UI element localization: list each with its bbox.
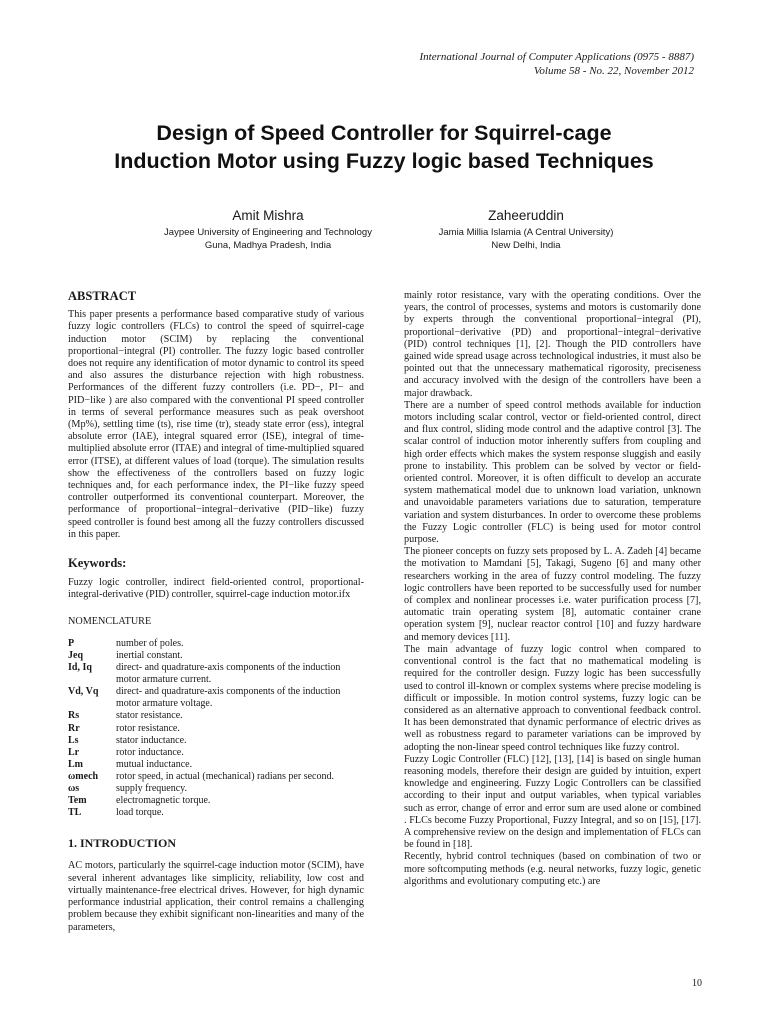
nomenclature-row xyxy=(68,807,364,819)
nomenclature-definition: stator inductance. xyxy=(116,734,187,746)
nomenclature-symbol: P xyxy=(68,637,75,649)
author-name: Amit Mishra xyxy=(232,208,304,223)
keywords-heading: Keywords: xyxy=(68,556,127,571)
title-line-1: Design of Speed Controller for Squirrel-cage xyxy=(156,121,612,145)
right-column xyxy=(404,290,701,888)
nomenclature-definition: stator resistance. xyxy=(116,710,183,722)
nomenclature-symbol: Tem xyxy=(68,795,87,807)
abstract-text: This paper presents a performance based comparative study of various fuzzy logic controllers (FLCs) to control the speed of squirrel-cage induction motor (SCIM) by replacing the conventional proportional−integral (PI) controller. The fuzzy logic based controller does not require any identification of motor dynamic to control its speed and also assures the disturbance rejection with high robustness. Performances of the different fuzzy controllers (i.e. PD−, PI− and PID−like ) are also compared with the conventional PI speed controller in terms of several performance measures such as peak overshoot (Mp%), settling time (ts), rise time (tr), steady state error (ess), integral absolute error (IAE), integral squared error (ISE), integral of time-multiplied absolute error (ITAE) and integral of time-multiplied squared error (ITSE), at different values of load (torque). The simulation results show the effectiveness of the controllers based on fuzzy logic techniques and, for each performance index, the PI−like fuzzy speed controller outperformed its conventional counterpart. Moreover, the performance of proportional−integral−derivative (PID−like) fuzzy speed controller is found best among all the fuzzy controllers discussed in this paper. xyxy=(68,309,364,540)
left-column xyxy=(68,290,364,934)
nomenclature-symbol: Rs xyxy=(68,710,80,722)
author-name: Zaheeruddin xyxy=(488,208,564,223)
nomenclature-symbol: ωs xyxy=(68,783,80,794)
author-location: New Delhi, India xyxy=(491,240,561,251)
nomenclature-definition: direct- and quadrature-axis components of the induction motor armature voltage. xyxy=(116,686,341,710)
nomenclature-symbol: Rr xyxy=(68,722,80,734)
nomenclature-row xyxy=(68,759,364,771)
author-location: Guna, Madhya Pradesh, India xyxy=(204,240,332,251)
paper-title xyxy=(40,119,728,175)
nomenclature-definition: load torque. xyxy=(116,807,164,819)
journal-volume: Volume 58 - No. 22, November 2012 xyxy=(533,65,694,77)
author-affiliation: Jamia Millia Islamia (A Central University) xyxy=(438,227,614,238)
nomenclature-definition: electromagnetic torque. xyxy=(116,795,211,807)
author-block-1 xyxy=(118,207,418,252)
author-affiliation: Jaypee University of Engineering and Technology xyxy=(164,227,372,238)
abstract-heading: ABSTRACT xyxy=(68,289,137,303)
nomenclature-symbol: TL xyxy=(68,807,82,819)
nomenclature-table xyxy=(68,638,364,819)
nomenclature-definition: rotor inductance. xyxy=(116,746,184,758)
introduction-text: AC motors, particularly the squirrel-cage induction motor (SCIM), have several inherent advantages like simplicity, reliability, low cost and virtually maintenance-free electrical drives. However, for high dynamic performance industrial application, their control remains a challenging problem because they exhibit significant non-linearities and many of the parameters, xyxy=(68,860,364,933)
nomenclature-symbol: Jeq xyxy=(68,649,83,661)
nomenclature-row xyxy=(68,638,364,650)
body-paragraph: The main advantage of fuzzy logic control when compared to conventional control is the fact that no mathematical modeling is required for the controller design. Fuzzy logic has been successfully used to control ill-known or complex systems where precise modeling is difficult or impossible. In motion control systems, fuzzy logic can be considered as an alternative approach to conventional feedback control. It has been demonstrated that dynamic performance of electric drives as well as robustness regard to parameter variations can be improved by adopting the non-linear speed control techniques like fuzzy control. xyxy=(404,643,701,753)
nomenclature-definition: mutual inductance. xyxy=(116,758,193,770)
nomenclature-symbol: Id, Iq xyxy=(68,662,92,674)
nomenclature-definition: inertial constant. xyxy=(116,649,183,661)
nomenclature-symbol: Lr xyxy=(68,746,80,758)
nomenclature-row xyxy=(68,783,364,795)
nomenclature-row xyxy=(68,650,364,662)
body-paragraph: There are a number of speed control methods available for induction motors including scalar control, vector or field-oriented control, direct and flux control, sliding mode control and the adaptive control [3]. The scalar control of induction motor inherently suffers from coupling and high order effects which makes the system response sluggish and easily prone to instability. This problem can be solved by vector or field-oriented control. Moreover, it is often difficult to develop an accurate system mathematical model due to unknown load variation, unknown and unavoidable parameters variations due to saturation, temperature variation and system disturbances. In order to overcome these problems the Fuzzy Logic controller (FLC) is being used for motor control purpose. xyxy=(404,399,701,546)
nomenclature-definition: rotor speed, in actual (mechanical) radians per second. xyxy=(116,770,334,782)
author-block-2 xyxy=(376,207,676,252)
journal-name: International Journal of Computer Applications (0975 - 8887) xyxy=(419,51,694,63)
nomenclature-row xyxy=(68,747,364,759)
title-line-2: Induction Motor using Fuzzy logic based Techniques xyxy=(114,149,654,173)
nomenclature-definition: rotor resistance. xyxy=(116,722,180,734)
body-paragraph: mainly rotor resistance, vary with the operating conditions. Over the years, the control of processes, systems and motors is customarily done by experts through the conventional proportional−integral (PI), proportional−derivative (PD) and proportional−integral−derivative (PID) control techniques [1], [2]. Though the PID controllers have gained wide spread usage across technological industries, it must also be pointed out that the unnecessary mathematical rigorosity, preciseness and accuracy involved with the design of the controllers have been a major drawback. xyxy=(404,290,701,399)
nomenclature-definition: direct- and quadrature-axis components of the induction motor armature current. xyxy=(116,662,341,686)
page-number: 10 xyxy=(692,978,702,989)
nomenclature-heading: NOMENCLATURE xyxy=(68,615,152,627)
nomenclature-symbol: Vd, Vq xyxy=(68,686,99,698)
nomenclature-row xyxy=(68,662,364,686)
introduction-heading: 1. INTRODUCTION xyxy=(68,836,177,851)
nomenclature-row xyxy=(68,686,364,710)
body-paragraph: Recently, hybrid control techniques (based on combination of two or more softcomputing methods (e.g. neural networks, fuzzy logic, genetic algorithms and evolutionary computing etc.) are xyxy=(404,851,701,887)
journal-header xyxy=(420,50,694,78)
nomenclature-symbol: Lm xyxy=(68,758,83,770)
nomenclature-definition: supply frequency. xyxy=(116,783,187,794)
nomenclature-row xyxy=(68,710,364,722)
keywords-text: Fuzzy logic controller, indirect field-oriented control, proportional-integral-derivative (PID) controller, squirrel-cage induction motor.ifx xyxy=(68,577,364,601)
nomenclature-symbol: ωmech xyxy=(68,770,99,782)
nomenclature-row xyxy=(68,771,364,783)
nomenclature-row xyxy=(68,735,364,747)
nomenclature-symbol: Ls xyxy=(68,734,79,746)
nomenclature-row xyxy=(68,795,364,807)
body-paragraph: Fuzzy Logic Controller (FLC) [12], [13], [14] is based on single human reasoning models, therefore their design are guided by intuition, expert knowledge and engineering. Fuzzy Logic Controllers can be classified according to their input and output variables, when typical variables such as error, change of error and error sum are used alone or combined . FLCs become Fuzzy Proportional, Fuzzy Integral, and so on [15], [17]. A comprehensive review on the design and implementation of FLCs can be found in [18]. xyxy=(404,753,701,851)
nomenclature-definition: number of poles. xyxy=(116,637,184,649)
body-paragraph: The pioneer concepts on fuzzy sets proposed by L. A. Zadeh [4] became the motivation to Mamdani [5], Takagi, Sugeno [6] and many other researchers working in the area of fuzzy control modeling. The fuzzy logic controllers have been reported to be successfully used for number of complex and nonlinear processes i.e. water purification process [7], automatic train operating system [8], automatic container crane operation system [9], nuclear reactor control [10] and fuzzy hardware and memory devices [11]. xyxy=(404,546,701,643)
nomenclature-row xyxy=(68,723,364,735)
